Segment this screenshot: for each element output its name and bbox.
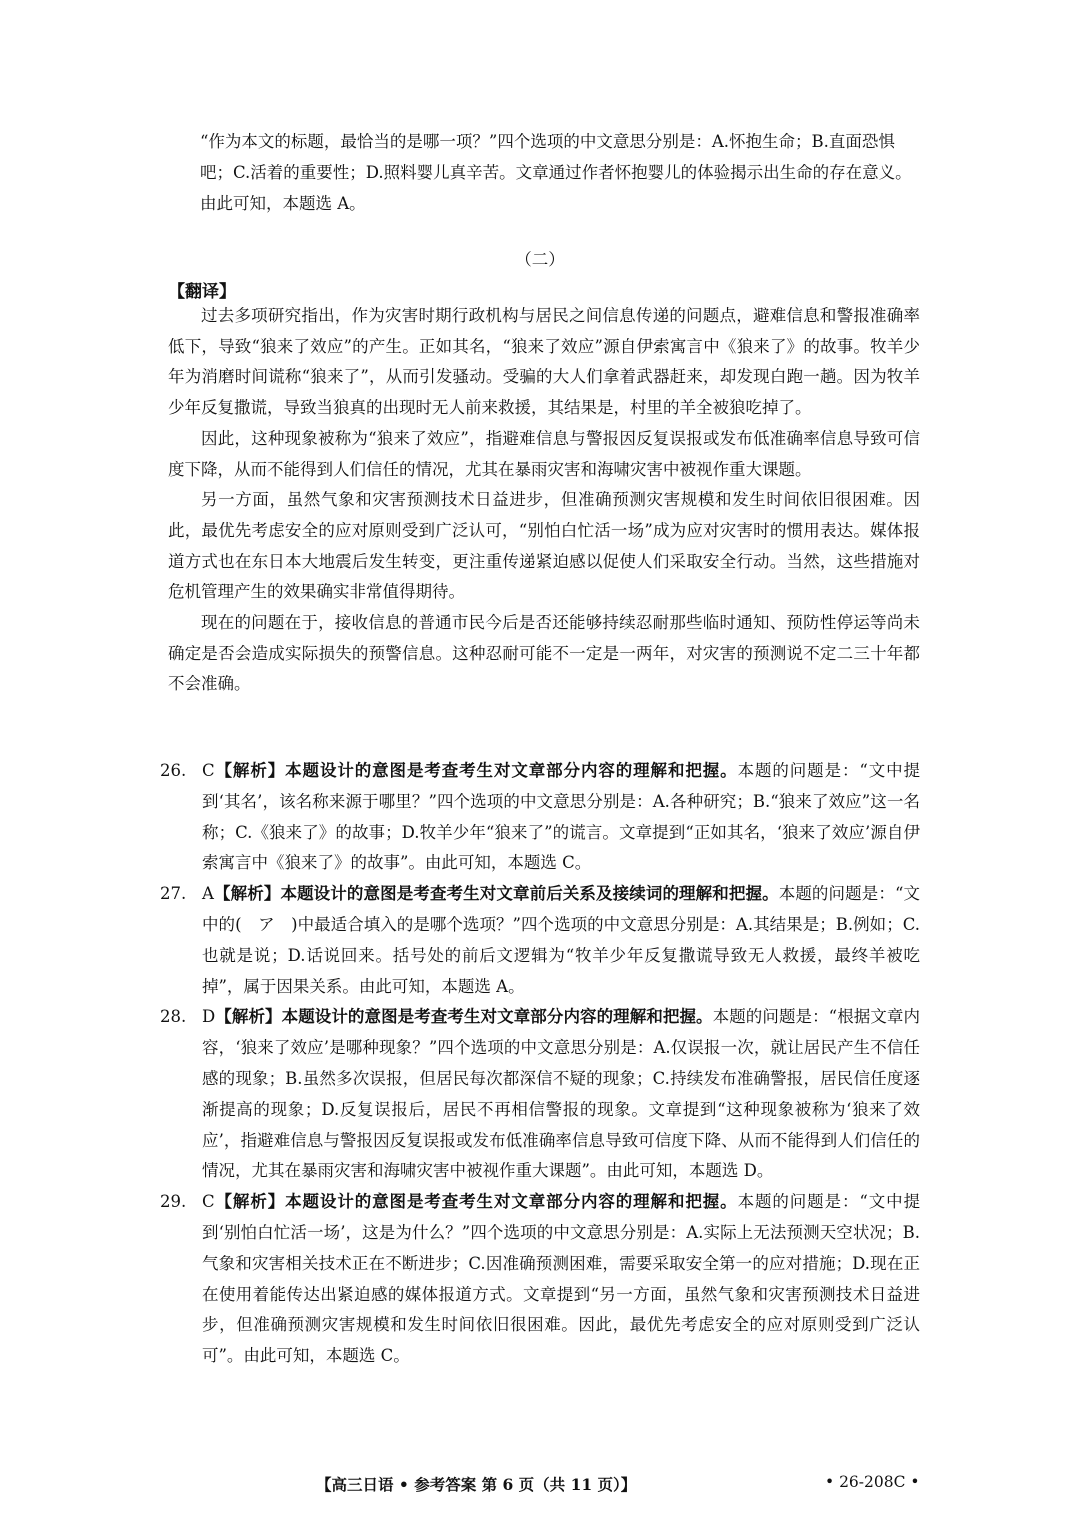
analysis-intent: 本题设计的意图是考查考生对文章部分内容的理解和把握。 [285, 761, 738, 780]
intro-paragraph: “作为本文的标题，最恰当的是哪一项？”四个选项的中文意思分别是：A.怀抱生命；B.直面恐惧吧；C.活着的重要性；D.照料婴儿真辛苦。文章通过作者怀抱婴儿的体验揭示出生命的存在意义。由此可知，本题选 A。 [200, 132, 912, 213]
answer-item-27 [160, 879, 920, 1002]
analysis-tag: 【解析】 [215, 1007, 282, 1027]
answer-number: 29. [160, 1192, 187, 1212]
analysis-tag: 【解析】 [214, 761, 286, 780]
answer-item-29 [160, 1187, 920, 1372]
section-number: （二） [515, 250, 565, 269]
analysis-body: 本题的问题是：“文中提到‘别怕白忙活一场’，这是为什么？”四个选项的中文意思分别是：A.实际上无法预测天空状况；B.气象和灾害相关技术正在不断进步；C.因准确预测困难，需要采取安全第一的应对措施；D.现在正在使用着能传达出紧迫感的媒体报道方式。文章提到“另一方面，虽然气象和灾害预测技术日益进步，但准确预测灾害规模和发生时间依旧很困难。因此，最优先考虑安全的应对原则受到广泛认可”。由此可知，本题选 C。 [202, 1192, 921, 1366]
answer-choice: C [202, 1192, 215, 1212]
analysis-intent: 本题设计的意图是考查考生对文章部分内容的理解和把握。 [281, 1007, 713, 1027]
answer-number: 27. [160, 884, 187, 904]
answer-choice: A [202, 884, 214, 904]
analysis-body: 本题的问题是：“文中的( ア )中最适合填入的是哪个选项？”四个选项的中文意思分别是：A.其结果是；B.例如；C.也就是说；D.话说回来。括号处的前后文逻辑为“牧羊少年反复撒谎导致无人救援，最终羊被吃掉”，属于因果关系。由此可知，本题选 A。 [202, 884, 921, 996]
translation-paragraph: 现在的问题在于，接收信息的普通市民今后是否还能够持续忍耐那些临时通知、预防性停运等尚未确定是否会造成实际损失的预警信息。这种忍耐可能不一定是一两年，对灾害的预测说不定二三十年都不会准确。 [168, 613, 920, 694]
answer-choice: C [202, 761, 215, 780]
analysis-intent: 本题设计的意图是考查考生对文章前后关系及接续词的理解和把握。 [280, 884, 779, 904]
analysis-tag: 【解析】 [213, 884, 281, 904]
analysis-tag: 【解析】 [214, 1192, 286, 1212]
answer-item-28 [160, 1002, 920, 1187]
analysis-body: 本题的问题是：“文中提到‘其名’，该名称来源于哪里？”四个选项的中文意思分别是：A.各种研究；B.“狼来了效应”这一名称；C.《狼来了》的故事；D.牧羊少年“狼来了”的谎言。文章提到“正如其名，‘狼来了效应’源自伊索寓言中《狼来了》的故事”。由此可知，本题选 C。 [202, 761, 921, 873]
section-heading: 【翻译】 [168, 282, 236, 302]
translation-body [168, 301, 920, 700]
answer-number: 28. [160, 1007, 187, 1027]
translation-paragraph: 过去多项研究指出，作为灾害时期行政机构与居民之间信息传递的问题点，避难信息和警报准确率低下，导致“狼来了效应”的产生。正如其名，“狼来了效应”源自伊索寓言中《狼来了》的故事。牧羊少年为消磨时间谎称“狼来了”，从而引发骚动。受骗的大人们拿着武器赶来，却发现白跑一趟。因为牧羊少年反复撒谎，导致当狼真的出现时无人前来救援，其结果是，村里的羊全被狼吃掉了。 [168, 306, 920, 418]
footer-code: • 26-208C • [825, 1473, 920, 1491]
analysis-body: 本题的问题是：“根据文章内容，‘狼来了效应’是哪种现象？”四个选项的中文意思分别是：A.仅误报一次，就让居民产生不信任感的现象；B.虽然多次误报，但居民每次都深信不疑的现象；C.持续发布准确警报，居民信任度逐渐提高的现象；D.反复误报后，居民不再相信警报的现象。文章提到“这种现象被称为‘狼来了效应’，指避难信息与警报因反复误报或发布低准确率信息导致可信度下降、从而不能得到人们信任的情况，尤其在暴雨灾害和海啸灾害中被视作重大课题”。由此可知，本题选 D。 [202, 1007, 921, 1181]
analysis-intent: 本题设计的意图是考查考生对文章部分内容的理解和把握。 [285, 1192, 738, 1212]
answer-item-26 [160, 756, 920, 879]
translation-paragraph: 因此，这种现象被称为“狼来了效应”，指避难信息与警报因反复误报或发布低准确率信息导致可信度下降，从而不能得到人们信任的情况，尤其在暴雨灾害和海啸灾害中被视作重大课题。 [168, 428, 920, 479]
translation-paragraph: 另一方面，虽然气象和灾害预测技术日益进步，但准确预测灾害规模和发生时间依旧很困难。因此，最优先考虑安全的应对原则受到广泛认可，“别怕白忙活一场”成为应对灾害时的惯用表达。媒体报道方式也在东日本大地震后发生转变，更注重传递紧迫感以促使人们采取安全行动。当然，这些措施对危机管理产生的效果确实非常值得期待。 [168, 490, 920, 602]
answer-number: 26. [160, 761, 187, 780]
answer-choice: D [202, 1007, 216, 1027]
answer-list [160, 756, 920, 1372]
footer-page-info: 【高三日语 • 参考答案 第 6 页（共 11 页）】 [316, 1475, 637, 1494]
